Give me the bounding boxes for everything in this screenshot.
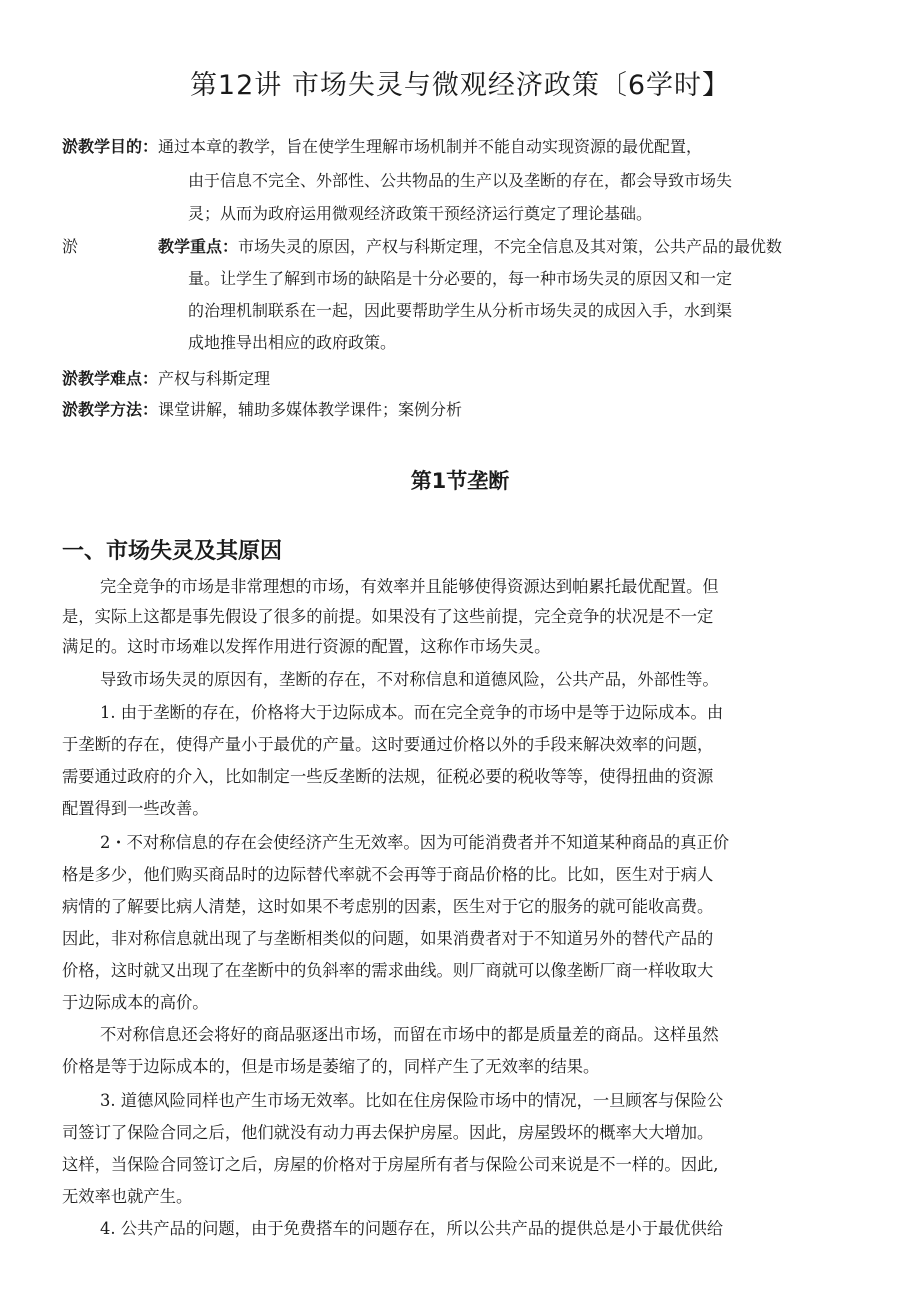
body-line: 于边际成本的高价。 [62, 993, 209, 1012]
key-line: 的治理机制联系在一起，因此要帮助学生从分析市场失灵的成因入手，水到渠 [188, 301, 733, 320]
heading: 一、市场失灵及其原因 [62, 539, 283, 564]
body-line: 导致市场失灵的原因有，垄断的存在，不对称信息和道德风险，公共产品，外部性等。 [100, 670, 719, 689]
body-line: 无效率也就产生。 [62, 1187, 193, 1206]
difficulty-text: 产权与科斯定理 [158, 369, 271, 388]
body-line: 不对称信息还会将好的商品驱逐出市场，而留在市场中的都是质量差的商品。这样虽然 [100, 1025, 719, 1044]
body-line: 于垄断的存在，使得产量小于最优的产量。这时要通过价格以外的手段来解决效率的问题， [62, 735, 714, 754]
difficulty-row [62, 366, 270, 392]
body-line: 是，实际上这都是事先假设了很多的前提。如果没有了这些前提，完全竞争的状况是不一定 [62, 607, 714, 626]
key-row [158, 234, 782, 260]
method-row [62, 397, 462, 423]
body-line: 价格是等于边际成本的，但是市场是萎缩了的，同样产生了无效率的结果。 [62, 1057, 600, 1076]
page-title: 第12讲 市场失灵与微观经济政策〔6学时】 [189, 70, 731, 101]
body-line: 需要通过政府的介入，比如制定一些反垄断的法规，征税必要的税收等等，使得扭曲的资源 [62, 767, 714, 786]
body-line: 1. 由于垄断的存在，价格将大于边际成本。而在完全竞争的市场中是等于边际成本。由 [100, 703, 724, 722]
goal-line: 由于信息不完全、外部性、公共物品的生产以及垄断的存在，都会导致市场失 [188, 171, 733, 190]
section-title: 第1节垄断 [410, 469, 510, 493]
key-line: 成地推导出相应的政府政策。 [188, 333, 397, 352]
body-line: 3. 道德风险同样也产生市场无效率。比如在住房保险市场中的情况，一旦顾客与保险公 [100, 1091, 724, 1110]
goal-line: 灵；从而为政府运用微观经济政策干预经济运行奠定了理论基础。 [188, 204, 653, 223]
goal-row [62, 134, 702, 160]
key-line: 市场失灵的原因，产权与科斯定理，不完全信息及其对策，公共产品的最优数 [238, 237, 783, 256]
body-line: 因此，非对称信息就出现了与垄断相类似的问题，如果消费者对于不知道另外的替代产品的 [62, 929, 714, 948]
goal-line: 通过本章的教学，旨在使学生理解市场机制并不能自动实现资源的最优配置， [158, 137, 703, 156]
body-line: 格是多少，他们购买商品时的边际替代率就不会再等于商品价格的比。比如，医生对于病人 [62, 865, 714, 884]
body-line: 4. 公共产品的问题，由于免费搭车的问题存在，所以公共产品的提供总是小于最优供给 [100, 1219, 724, 1238]
body-line: 价格，这时就又出现了在垄断中的负斜率的需求曲线。则厂商就可以像垄断厂商一样收取大 [62, 961, 714, 980]
body-line: 2・不对称信息的存在会使经济产生无效率。因为可能消费者并不知道某种商品的真正价 [100, 833, 730, 852]
body-line: 司签订了保险合同之后，他们就没有动力再去保护房屋。因此，房屋毁坏的概率大大增加。 [62, 1123, 714, 1142]
difficulty-label: 淤教学难点： [62, 369, 159, 388]
method-label: 淤教学方法： [62, 400, 159, 419]
goal-label: 淤教学目的： [62, 137, 159, 156]
body-line: 完全竞争的市场是非常理想的市场，有效率并且能够使得资源达到帕累托最优配置。但 [100, 577, 719, 596]
body-line: 这样，当保险合同签订之后，房屋的价格对于房屋所有者与保险公司来说是不一样的。因此, [62, 1155, 719, 1174]
key-label: 教学重点： [158, 237, 239, 256]
key-mark: 淤 [62, 237, 79, 256]
body-line: 配置得到一些改善。 [62, 799, 209, 818]
body-line: 满足的。这时市场难以发挥作用进行资源的配置，这称作市场失灵。 [62, 637, 551, 656]
body-line: 病情的了解要比病人清楚，这时如果不考虑别的因素，医生对于它的服务的就可能收高费。 [62, 897, 714, 916]
key-line: 量。让学生了解到市场的缺陷是十分必要的，每一种市场失灵的原因又和一定 [188, 269, 733, 288]
method-text: 课堂讲解，辅助多媒体教学课件；案例分析 [158, 400, 463, 419]
